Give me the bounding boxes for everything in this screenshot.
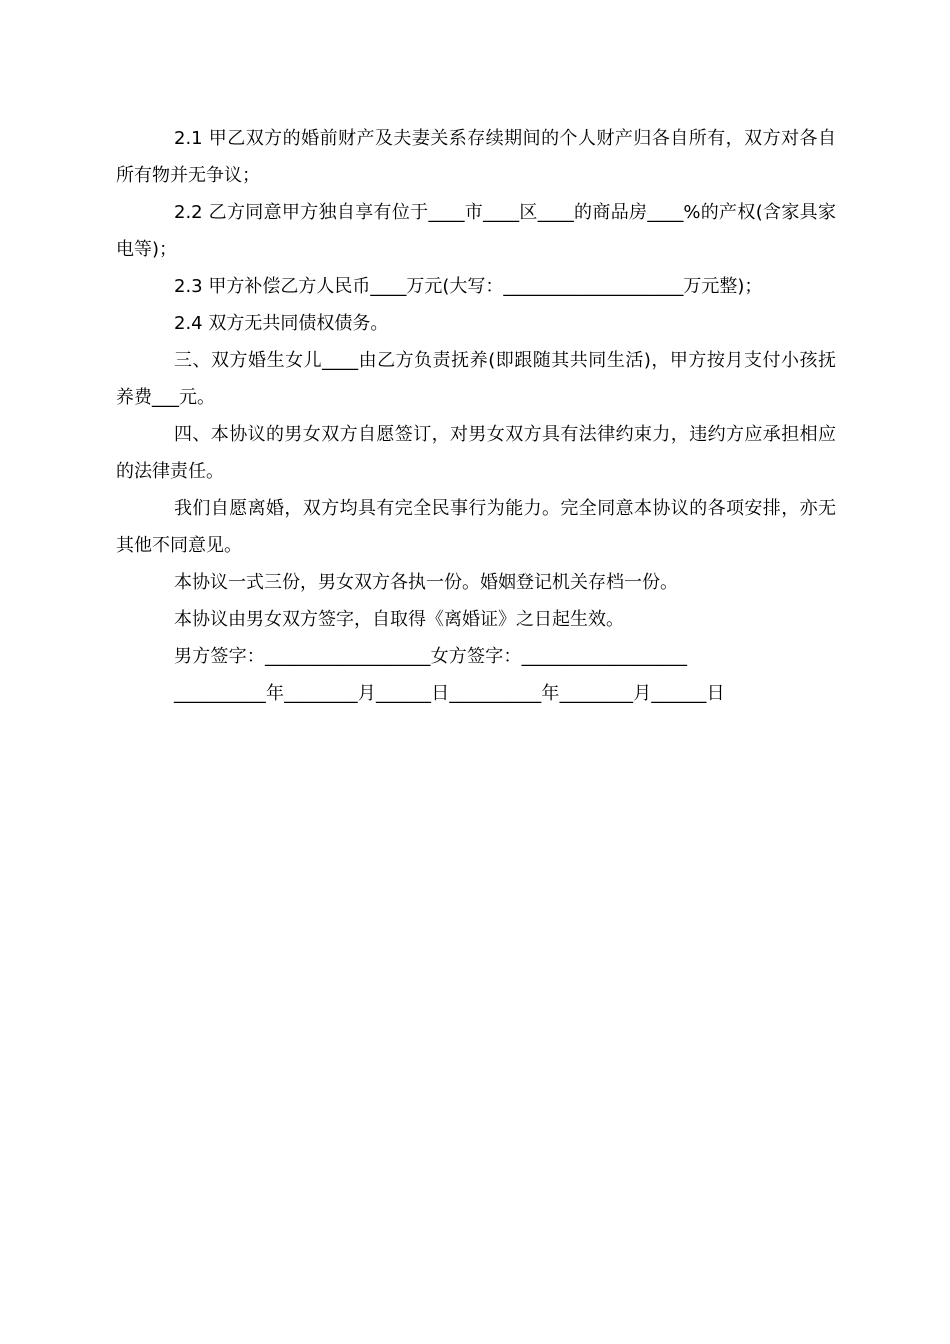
date-line: __________年________月______日__________年________月______日 [174, 683, 725, 704]
clause-2-3: 2.3 甲方补偿乙方人民币____万元(大写：____________________万元整)； [174, 276, 763, 297]
signature-line: 男方签字：__________________女方签字：__________________ [174, 646, 688, 667]
clause-2-4: 2.4 双方无共同债权债务。 [174, 313, 389, 334]
effective-date-statement: 本协议由男女双方签字，自取得《离婚证》之日起生效。 [174, 609, 624, 630]
voluntary-divorce-statement: 我们自愿离婚，双方均具有完全民事行为能力。完全同意本协议的各项安排，亦无其他不同意见。 [116, 498, 836, 556]
document-body [116, 120, 836, 712]
clause-2-2: 2.2 乙方同意甲方独自享有位于____市____区____的商品房____%的产权(含家具家电等)； [116, 202, 836, 260]
clause-2-1: 2.1 甲乙双方的婚前财产及夫妻关系存续期间的个人财产归各自所有，双方对各自所有物并无争议； [116, 128, 836, 186]
copies-statement: 本协议一式三份，男女双方各执一份。婚姻登记机关存档一份。 [174, 572, 678, 593]
clause-3-child-custody: 三、双方婚生女儿____由乙方负责抚养(即跟随其共同生活)，甲方按月支付小孩抚养费___元。 [116, 350, 836, 408]
clause-4-legal-effect: 四、本协议的男女双方自愿签订，对男女双方具有法律约束力，违约方应承担相应的法律责任。 [116, 424, 836, 482]
